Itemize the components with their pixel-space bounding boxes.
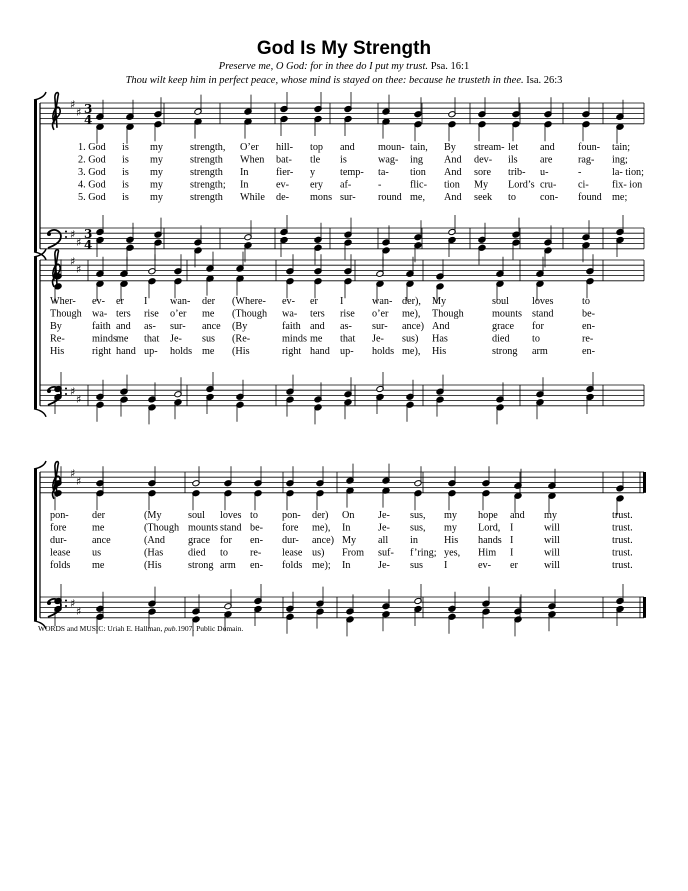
sharp-sign: ♯ [76, 106, 82, 119]
lyric-syllable: suf- [378, 547, 394, 559]
lyric-syllable: (His [144, 560, 162, 571]
time-signature: 4 [84, 238, 93, 252]
final-barline-thick [643, 597, 646, 618]
lyric-syllable: ance [202, 321, 221, 332]
bass-clef-dot [65, 393, 67, 395]
lyric-syllable: Je- [378, 510, 390, 521]
lyric-syllable: wa- [92, 308, 108, 320]
lyric-syllable: en- [250, 535, 264, 546]
lyric-syllable: lease [50, 547, 71, 559]
lyric-syllable: strength; [190, 179, 226, 191]
lyric-syllable: In [342, 560, 351, 571]
bass-clef-dot [65, 231, 67, 233]
lyric-syllable: as- [340, 321, 352, 332]
lyric-syllable: fier- [276, 167, 294, 178]
lyric-syllable: (Has [144, 547, 164, 559]
lyric-syllable: ing [410, 154, 424, 166]
lyric-syllable: 4. God [78, 179, 106, 191]
lyric-syllable: wan- [372, 296, 393, 307]
lyric-syllable: grace [188, 535, 211, 546]
lyric-syllable: for [220, 535, 232, 546]
scripture-isaiah-ref: Isa. 26:3 [526, 75, 563, 86]
lyric-syllable: en- [582, 321, 596, 332]
bracket-top [34, 92, 46, 100]
lyric-syllable: er [510, 560, 518, 571]
lyric-syllable: sus [202, 333, 216, 345]
lyric-syllable: pon- [282, 510, 301, 521]
lyric-syllable: will [544, 535, 560, 546]
lyric-syllable: died [492, 333, 510, 345]
lyric-syllable: flic- [410, 179, 427, 191]
lyric-syllable: sus, [410, 522, 426, 534]
lyric-syllable: is [122, 167, 129, 178]
lyric-syllable: in [410, 535, 418, 546]
lyric-syllable: y [310, 167, 316, 178]
lyric-syllable: hand [116, 346, 136, 357]
bass-clef-dot [47, 232, 51, 236]
lyric-syllable: (My [144, 510, 162, 521]
lyric-syllable: will [544, 522, 560, 534]
lyrics-system-2 [50, 296, 596, 357]
sharp-sign: ♯ [70, 255, 76, 268]
lyric-syllable: re- [250, 547, 262, 559]
lyric-syllable: sus [410, 560, 424, 571]
lyric-syllable: right [282, 346, 302, 357]
lyric-syllable: moun- [378, 142, 405, 153]
sharp-sign: ♯ [70, 467, 76, 480]
lyric-syllable: me), [402, 346, 421, 357]
lyric-syllable: From [342, 547, 365, 559]
lyric-syllable: On [342, 510, 355, 521]
lyric-syllable: trust. [612, 535, 633, 546]
lyric-syllable: will [544, 560, 560, 571]
lyric-syllable: us) [312, 547, 325, 559]
sharp-sign: ♯ [76, 605, 82, 618]
lyric-syllable: der [202, 296, 216, 307]
scripture-psalm-text: Preserve me, O God: for in thee do I put my trust. [218, 61, 429, 72]
lyric-syllable: trust. [612, 547, 633, 559]
lyric-syllable: holds [170, 346, 193, 357]
scripture-isaiah-text: Thou wilt keep him in perfect peace, whose mind is stayed on thee: because he trusteth in thee. [125, 75, 524, 86]
lyric-syllable: yes, [444, 547, 461, 559]
sharp-sign: ♯ [76, 236, 82, 249]
lyric-syllable: la- tion; [612, 167, 644, 178]
lyric-syllable: By [50, 321, 62, 332]
lyric-syllable: (Where- [232, 296, 266, 307]
final-barline-thick [643, 472, 646, 493]
bass-clef-dot [65, 600, 67, 602]
lyric-syllable: When [240, 154, 265, 166]
lyric-syllable: His [432, 346, 447, 357]
system-bracket [34, 257, 37, 409]
lyric-syllable: en- [582, 346, 596, 357]
lyric-syllable: ing; [612, 154, 628, 166]
lyric-syllable: and [510, 510, 525, 521]
lyric-syllable: af- [340, 179, 352, 191]
lyric-syllable: der [92, 510, 106, 521]
lyric-syllable: strength [190, 154, 223, 166]
lyric-syllable: died [188, 547, 206, 559]
lyric-syllable: f’ring; [410, 547, 437, 559]
footer-credits [38, 624, 243, 633]
lyric-syllable: as- [144, 321, 156, 332]
lyric-syllable: fore [282, 522, 299, 534]
lyric-syllable: stream- [474, 142, 505, 153]
lyric-syllable: ci- [578, 179, 589, 191]
treble-clef [52, 93, 60, 130]
lyric-syllable: sur- [372, 321, 388, 332]
lyric-syllable: de- [276, 192, 290, 203]
lyric-syllable: rise [144, 308, 159, 320]
lyric-syllable: sur- [170, 321, 186, 332]
lyric-syllable: 5. God [78, 192, 106, 203]
lyric-syllable: strong [492, 346, 518, 357]
lyric-syllable: In [240, 179, 249, 191]
lyric-syllable: ils [508, 154, 518, 166]
lyric-syllable: (And [144, 535, 165, 546]
lyric-syllable: Him [478, 547, 497, 559]
bass-clef-dot [65, 236, 67, 238]
lyric-syllable: pon- [50, 510, 69, 521]
lyric-syllable: While [240, 192, 265, 203]
lyric-syllable: tain; [612, 142, 631, 153]
system-bracket [34, 100, 37, 252]
bracket-top [34, 461, 46, 469]
lyric-syllable: ance) [402, 321, 425, 332]
lyric-syllable: ters [116, 308, 131, 320]
lyric-syllable: and [310, 321, 325, 332]
lyric-syllable: I [510, 535, 514, 546]
lyric-syllable: be- [582, 308, 596, 320]
lyric-syllable: me), [312, 522, 331, 534]
bass-clef-dot [65, 605, 67, 607]
lyric-syllable: seek [474, 192, 493, 203]
lyrics-system-1 [78, 142, 644, 203]
lyric-syllable: are [540, 154, 553, 166]
lyric-syllable: ery [310, 179, 324, 191]
lyric-syllable: der), [402, 296, 421, 307]
lyric-syllable: Je- [378, 560, 390, 571]
lyric-syllable: that [144, 333, 160, 345]
lyric-syllable: wag- [378, 154, 399, 166]
lyric-syllable: ance) [312, 535, 335, 546]
lyric-syllable: me [202, 308, 215, 320]
scripture-psalm-ref: Psa. 16:1 [430, 61, 470, 72]
lyric-syllable: is [122, 154, 129, 166]
sharp-sign: ♯ [76, 393, 82, 406]
lyric-syllable: round [378, 192, 402, 203]
lyric-syllable: u- [540, 167, 549, 178]
lyric-syllable: I [444, 560, 448, 571]
lyric-syllable: my [150, 154, 164, 166]
lyric-syllable: hope [478, 510, 498, 521]
lyric-syllable: Though [50, 308, 82, 320]
lyric-syllable: And [432, 321, 450, 332]
time-signature: 4 [84, 113, 93, 127]
lyric-syllable: tion [444, 179, 460, 191]
lyric-syllable: - [378, 179, 382, 191]
lyric-syllable: In [240, 167, 249, 178]
lyric-syllable: up- [144, 346, 158, 357]
lyric-syllable: hand [310, 346, 330, 357]
lyric-syllable: strength, [190, 142, 226, 153]
lyrics-system-3 [50, 510, 633, 571]
lyric-syllable: wa- [282, 308, 298, 320]
lyric-syllable: faith [282, 321, 301, 332]
lyric-syllable: hands [478, 535, 502, 546]
lyric-syllable: ev- [276, 179, 290, 191]
lyric-syllable: and [540, 142, 555, 153]
lyric-syllable: trust. [612, 522, 633, 534]
lyric-syllable: is [122, 179, 129, 191]
lyric-syllable: cru- [540, 179, 557, 191]
lyric-syllable: to [582, 296, 590, 307]
lyric-syllable: all [378, 535, 389, 546]
footer-author: Uriah E. Hallman, [107, 624, 163, 633]
lyric-syllable: soul [188, 510, 205, 521]
lyric-syllable: sus) [402, 333, 419, 345]
lyric-syllable: ev- [92, 296, 106, 307]
lyric-syllable: Je- [378, 522, 390, 534]
lyric-syllable: folds [50, 560, 71, 571]
lyric-syllable: dur- [282, 535, 299, 546]
lyric-syllable: Wher- [50, 296, 76, 307]
lyric-syllable: en- [250, 560, 264, 571]
lyric-syllable: me [310, 333, 323, 345]
lyric-syllable: (His [232, 346, 250, 357]
lyric-syllable: sur- [340, 192, 356, 203]
time-signature: 3 [84, 227, 93, 241]
lyric-syllable: and [116, 321, 131, 332]
lyric-syllable: (By [232, 321, 248, 332]
lyric-syllable: my [150, 167, 164, 178]
sharp-sign: ♯ [70, 98, 76, 111]
lyric-syllable: loves [532, 296, 554, 307]
lyric-syllable: Has [432, 333, 448, 345]
lyric-syllable: strength [190, 167, 223, 178]
lyric-syllable: Re- [50, 333, 65, 345]
time-signature: 3 [84, 102, 93, 116]
lyric-syllable: to [532, 333, 540, 345]
lyric-syllable: er [116, 296, 124, 307]
lyric-syllable: His [50, 346, 65, 357]
lyric-syllable: ance [92, 535, 111, 546]
lyric-syllable: ters [310, 308, 325, 320]
lyric-syllable: be- [250, 522, 264, 534]
lyric-syllable: is [122, 142, 129, 153]
lyric-syllable: 2. God [78, 154, 106, 166]
lyric-syllable: In [342, 522, 351, 534]
lyric-syllable: stand [532, 308, 554, 320]
lyric-syllable: me [116, 333, 129, 345]
lyric-syllable: ev- [282, 296, 296, 307]
lyric-syllable: tion [410, 167, 426, 178]
lyric-syllable: me [92, 522, 105, 534]
lyric-syllable: trust. [612, 560, 633, 571]
lyric-syllable: stand [220, 522, 242, 534]
bass-clef-dot [65, 388, 67, 390]
lyric-syllable: me), [402, 308, 421, 320]
lyric-syllable: me [92, 560, 105, 571]
lyric-syllable: I [340, 296, 344, 307]
lyric-syllable: o’er [372, 308, 389, 320]
lyric-syllable: My [474, 179, 489, 191]
lyric-syllable: to [250, 510, 258, 521]
lyric-syllable: my [444, 522, 458, 534]
lyric-syllable: sus, [410, 510, 426, 521]
lyric-syllable: 1. God [78, 142, 106, 153]
sharp-sign: ♯ [70, 597, 76, 610]
bass-clef-dot [47, 601, 51, 605]
lyric-syllable: Je- [170, 333, 182, 345]
lyric-syllable: By [444, 142, 456, 153]
lyric-syllable: grace [492, 321, 515, 332]
lyric-syllable: tle [310, 154, 321, 166]
lyric-syllable: that [340, 333, 356, 345]
lyric-syllable: strength [190, 192, 223, 203]
bass-clef-dot [47, 389, 51, 393]
lyric-syllable: me; [612, 192, 628, 203]
lyric-syllable: me, [410, 192, 425, 203]
system-bracket [34, 469, 37, 621]
bracket-bottom [34, 409, 46, 417]
lyric-syllable: I [510, 547, 514, 559]
lyric-syllable: folds [282, 560, 303, 571]
lyric-syllable: loves [220, 510, 242, 521]
lyric-syllable: (Though [232, 308, 268, 320]
lyric-syllable: is [122, 192, 129, 203]
lyric-syllable: to [220, 547, 228, 559]
lyric-syllable: re- [582, 333, 594, 345]
lyric-syllable: ta- [378, 167, 389, 178]
lyric-syllable: rag- [578, 154, 595, 166]
footer-label: WORDS and MUSIC: [38, 624, 106, 633]
lyric-syllable: lease [282, 547, 303, 559]
lyric-syllable: My [342, 535, 357, 546]
lyric-syllable: I [510, 522, 514, 534]
lyric-syllable: sore [474, 167, 491, 178]
lyric-syllable: ev- [478, 560, 492, 571]
lyric-syllable: wan- [170, 296, 191, 307]
lyric-syllable: bat- [276, 154, 292, 166]
lyric-syllable: found [578, 192, 602, 203]
lyric-syllable: arm [220, 560, 236, 571]
lyric-syllable: rise [340, 308, 355, 320]
lyric-syllable: soul [492, 296, 509, 307]
lyric-syllable: 3. God [78, 167, 106, 178]
lyric-syllable: my [444, 510, 458, 521]
lyric-syllable: foun- [578, 142, 601, 153]
footer-rights: Public Domain. [196, 624, 244, 633]
sharp-sign: ♯ [70, 228, 76, 241]
lyric-syllable: let [508, 142, 519, 153]
lyric-syllable: us [92, 547, 102, 559]
lyric-syllable: Je- [372, 333, 384, 345]
lyric-syllable: O’er [240, 142, 259, 153]
lyric-syllable: der) [312, 510, 329, 521]
hymn-title: God Is My Strength [256, 38, 432, 59]
lyric-syllable: My [432, 296, 447, 307]
lyric-syllable: And [444, 192, 462, 203]
lyric-syllable: arm [532, 346, 548, 357]
lyric-syllable: faith [92, 321, 111, 332]
lyric-syllable: mons [310, 192, 333, 203]
lyric-syllable: right [92, 346, 112, 357]
lyric-syllable: trib- [508, 167, 526, 178]
lyric-syllable: His [444, 535, 459, 546]
lyric-syllable: - [578, 167, 582, 178]
lyric-syllable: me); [312, 560, 331, 571]
footer-year: 1907. [177, 624, 195, 633]
lyric-syllable: fix- ion [612, 179, 643, 191]
lyric-syllable: my [150, 142, 164, 153]
lyric-syllable: I [144, 296, 148, 307]
lyric-syllable: And [444, 167, 462, 178]
sharp-sign: ♯ [76, 475, 82, 488]
lyric-syllable: (Re- [232, 333, 251, 345]
sharp-sign: ♯ [70, 385, 76, 398]
footer-pub: pub. [164, 624, 178, 633]
lyric-syllable: is [340, 154, 347, 166]
lyric-syllable: for [532, 321, 544, 332]
lyric-syllable: minds [282, 333, 307, 345]
lyric-syllable: tain, [410, 142, 428, 153]
lyric-syllable: trust. [612, 510, 633, 521]
lyric-syllable: Though [432, 308, 464, 320]
sharp-sign: ♯ [76, 263, 82, 276]
lyric-syllable: me [202, 346, 215, 357]
lyric-syllable: fore [50, 522, 67, 534]
lyric-syllable: temp- [340, 167, 364, 178]
lyric-syllable: my [544, 510, 558, 521]
lyric-syllable: hill- [276, 142, 293, 153]
lyric-syllable: Lord, [478, 522, 501, 534]
lyric-syllable: top [310, 142, 324, 153]
lyric-syllable: mounts [492, 308, 523, 320]
lyric-syllable: minds [92, 333, 117, 345]
lyric-syllable: dev- [474, 154, 493, 166]
lyric-syllable: (Though [144, 522, 180, 534]
lyric-syllable: strong [188, 560, 214, 571]
lyric-syllable: er [310, 296, 318, 307]
lyric-syllable: my [150, 192, 164, 203]
lyric-syllable: Lord’s [508, 179, 535, 191]
lyric-syllable: up- [340, 346, 354, 357]
lyric-syllable: o’er [170, 308, 187, 320]
lyric-syllable: to [508, 192, 516, 203]
treble-clef [52, 250, 60, 287]
lyric-syllable: And [444, 154, 462, 166]
lyric-syllable: will [544, 547, 560, 559]
lyric-syllable: con- [540, 192, 559, 203]
lyric-syllable: dur- [50, 535, 67, 546]
lyric-syllable: my [150, 179, 164, 191]
lyric-syllable: holds [372, 346, 395, 357]
lyric-syllable: and [340, 142, 355, 153]
lyric-syllable: mounts [188, 522, 219, 534]
